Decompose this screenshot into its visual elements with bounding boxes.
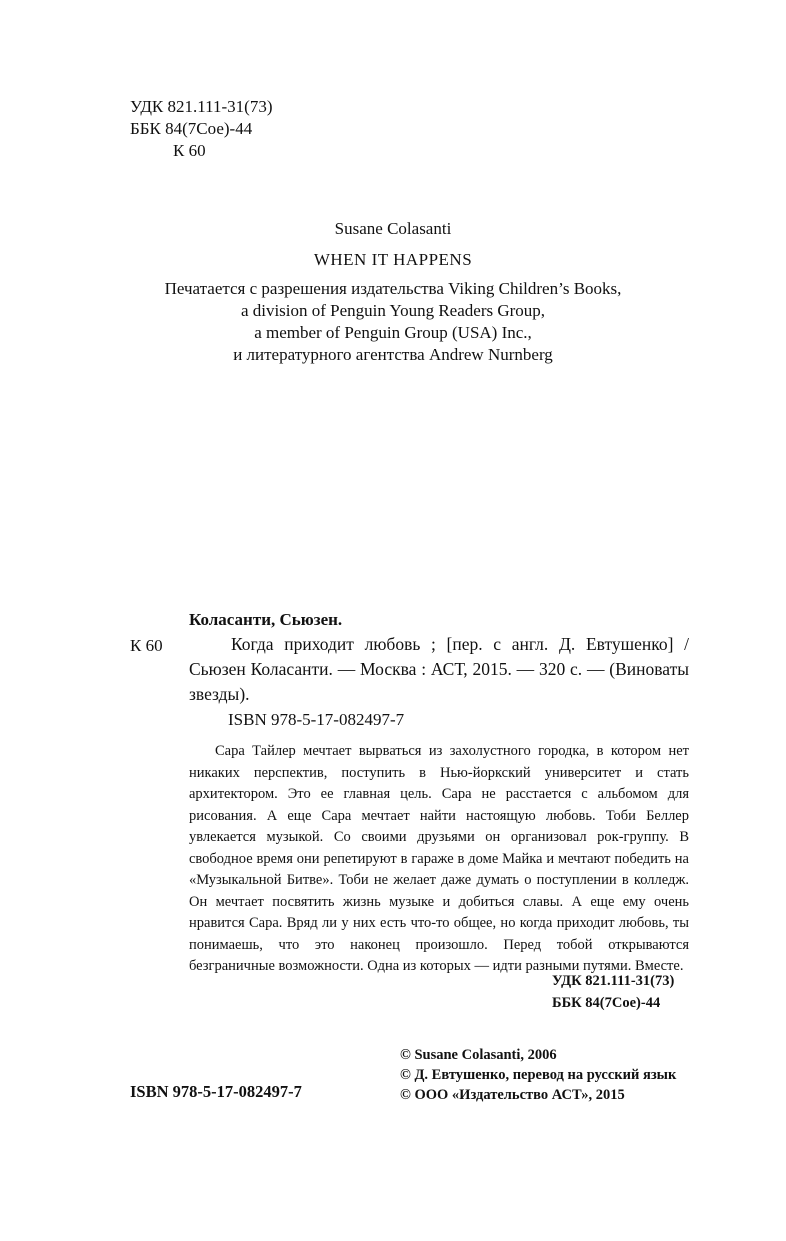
permission-line: Печатается с разрешения издательства Viking Children’s Books, bbox=[164, 279, 622, 298]
permission-line: и литературного агентства Andrew Nurnberg bbox=[233, 345, 553, 364]
catalog-author-mark: К 60 bbox=[130, 636, 163, 655]
copyright-line: © Susane Colasanti, 2006 bbox=[400, 1047, 557, 1063]
original-author: Susane Colasanti bbox=[334, 219, 452, 238]
bbk-code: ББК 84(7Сое)-44 bbox=[130, 119, 253, 138]
catalog-udk: УДК 821.111-31(73) bbox=[552, 973, 675, 989]
catalog-classification bbox=[552, 970, 674, 1014]
classification-block bbox=[130, 96, 272, 162]
copyright-line: © ООО «Издательство АСТ», 2015 bbox=[400, 1087, 625, 1103]
catalog-bbk: ББК 84(7Сое)-44 bbox=[552, 995, 661, 1011]
catalog-isbn: ISBN 978-5-17-082497-7 bbox=[228, 710, 405, 729]
annotation-text: Сара Тайлер мечтает вырваться из захолустного городка, в котором нет никаких перспектив, поступить в Нью-йоркский университет и стать архитектором. Это ее главная цель. Сара не расстается с альбомом для рисования. А еще Сара мечтает найти настоящую любовь. Тоби Беллер увлекается музыкой. Со своими друзьями он организовал рок-группу. В свободное время они репетируют в гараже в доме Майка и мечтают победить на «Музыкальной Битве». Тоби не желает даже думать о поступлении в колледж. Он мечтает посвятить жизнь музыке и добиться славы. А еще ему очень нравится Сара. Вряд ли у них есть что-то общее, но когда приходит любовь, ты понимаешь, что это наконец произошло. Перед тобой открываются безграничные возможности. Одна из которых — идти разными путями. Вместе. bbox=[189, 743, 689, 974]
copyright-line: © Д. Евтушенко, перевод на русский язык bbox=[400, 1067, 677, 1083]
permission-notice bbox=[0, 278, 786, 366]
copyright-block bbox=[400, 1045, 676, 1105]
permission-line: a member of Penguin Group (USA) Inc., bbox=[254, 323, 532, 342]
original-title: WHEN IT HAPPENS bbox=[313, 250, 473, 269]
permission-line: a division of Penguin Young Readers Group, bbox=[240, 301, 546, 320]
udk-code: УДК 821.111-31(73) bbox=[130, 97, 273, 116]
bibliographic-description: Когда приходит любовь ; [пер. с англ. Д. Евтушенко] / Сьюзен Коласанти. — Москва : АСТ, 2015. — 320 с. — (Виноваты звезды). bbox=[189, 634, 689, 704]
footer-isbn: ISBN 978-5-17-082497-7 bbox=[130, 1082, 302, 1101]
catalog-author: Коласанти, Сьюзен. bbox=[189, 610, 343, 629]
author-mark: К 60 bbox=[173, 141, 206, 160]
